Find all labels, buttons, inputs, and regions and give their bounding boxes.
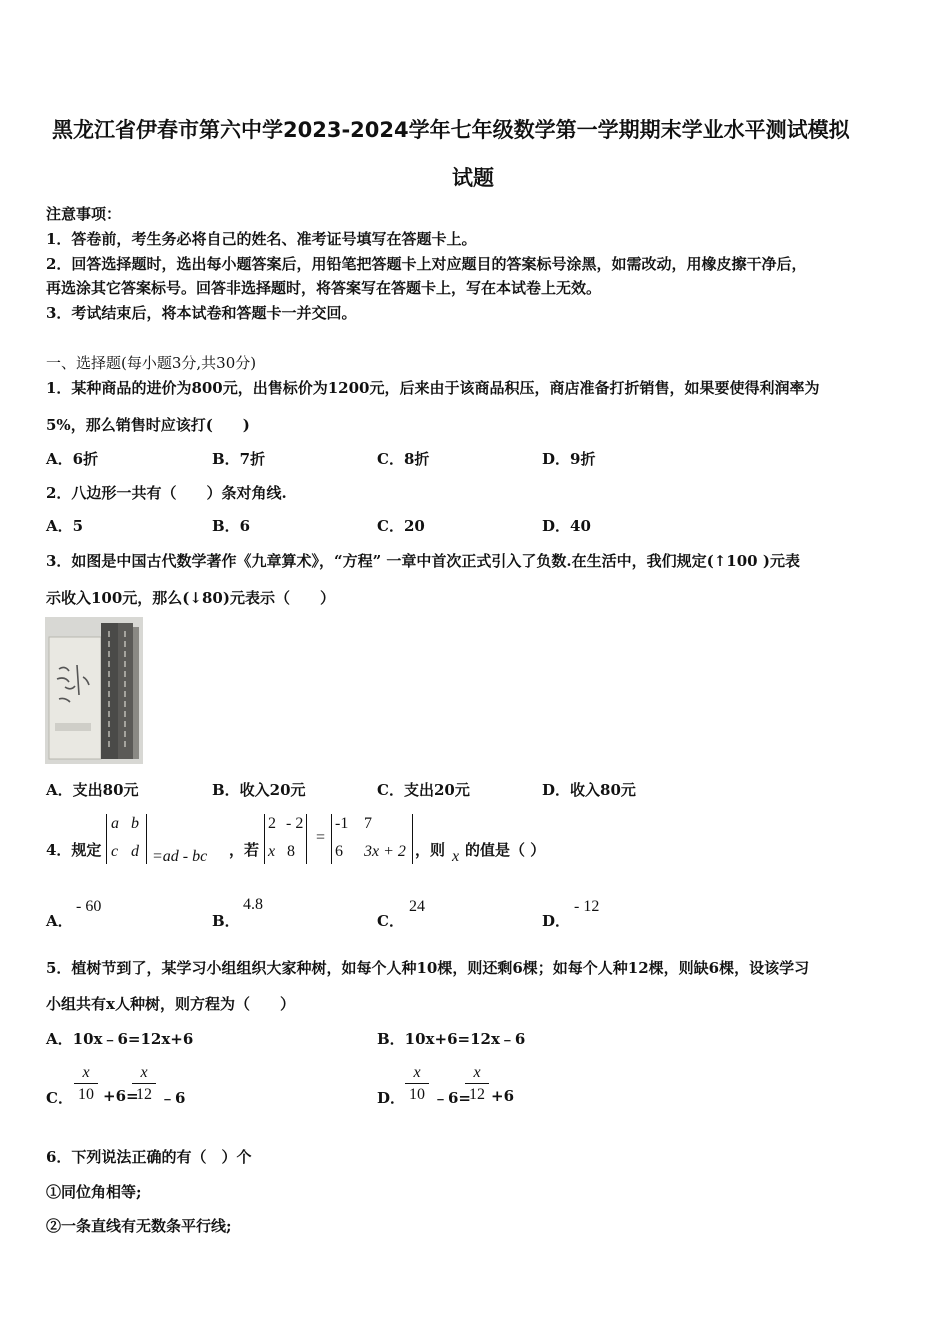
- question-4-suffix1: ，则: [415, 841, 446, 859]
- question-4-mid: ，若: [229, 841, 260, 859]
- q4-option-a-label: A．: [46, 912, 73, 930]
- det3-c: 6: [335, 843, 343, 860]
- question-5-text-cont: 小组共有x人种树，则方程为（ ）: [46, 995, 295, 1013]
- q6-statement: ②一条直线有无数条平行线;: [46, 1217, 232, 1235]
- page-title: 黑龙江省伊春市第六中学2023-2024学年七年级数学第一学期期末学业水平测试模拟: [52, 118, 850, 142]
- q3-option-b: B．收入20元: [212, 781, 306, 799]
- fraction-numerator: x: [413, 1064, 421, 1081]
- q4-option-a-value: - 60: [76, 898, 102, 915]
- notes-item: 1．答卷前，考生务必将自己的姓名、准考证号填写在答题卡上。: [46, 230, 477, 248]
- det3-b: 7: [364, 815, 372, 832]
- question-4-suffix2: 的值是（ ）: [465, 841, 546, 859]
- book-photo: [45, 617, 143, 764]
- fraction-x-over-10: [74, 1064, 98, 1104]
- det2-d: 8: [287, 843, 295, 860]
- question-3-text-cont: 示收入100元，那么(↓80)元表示（ ）: [46, 589, 335, 607]
- det3-d: 3x + 2: [364, 843, 406, 860]
- q1-option-a: A．6折: [46, 450, 99, 468]
- det-bar-left: [264, 814, 265, 864]
- q5-option-a: A．10x﹣6=12x+6: [46, 1030, 194, 1048]
- variable-x: x: [452, 848, 460, 865]
- question-1-text: 1．某种商品的进价为800元，出售标价为1200元，后来由于该商品积压，商店准备打折销售，如果要使得利润率为: [46, 379, 820, 397]
- q4-option-b-value: 4.8: [243, 896, 263, 913]
- q6-statement: ①同位角相等;: [46, 1183, 142, 1201]
- equals-sign: =: [316, 829, 326, 846]
- question-4-prefix: 4．规定: [46, 841, 102, 859]
- det1-b: b: [131, 815, 139, 832]
- det-bar-right: [146, 814, 147, 864]
- notes-item: 3．考试结束后，将本试卷和答题卡一并交回。: [46, 304, 357, 322]
- q4-option-d-label: D．: [542, 912, 571, 930]
- question-3-text: 3．如图是中国古代数学著作《九章算术》，“方程” 一章中首次正式引入了负数.在生活中，我们规定(↑100 )元表: [46, 552, 800, 570]
- notes-item: 再选涂其它答案标号。回答非选择题时，将答案写在答题卡上，写在本试卷上无效。: [46, 279, 602, 297]
- q1-option-c: C．8折: [377, 450, 430, 468]
- det-bar-right: [306, 814, 307, 864]
- fraction-x-over-12: [465, 1064, 489, 1104]
- q5-option-d-tail: +6: [491, 1087, 515, 1105]
- det1-c: c: [111, 843, 119, 860]
- q3-option-d: D．收入80元: [542, 781, 636, 799]
- q2-option-a: A．5: [46, 517, 84, 535]
- det-bar-right: [412, 814, 413, 864]
- question-2-text: 2．八边形一共有（ ）条对角线.: [46, 484, 287, 502]
- notes-item: 2．回答选择题时，选出每小题答案后，用铅笔把答题卡上对应题目的答案标号涂黑，如需改动，用橡皮擦干净后，: [46, 255, 807, 273]
- question-5-text: 5．植树节到了，某学习小组组织大家种树，如每个人种10棵，则还剩6棵；如每个人种12棵，则缺6棵，设该学习: [46, 959, 810, 977]
- q2-option-b: B．6: [212, 517, 251, 535]
- q5-option-d-label: D．: [377, 1089, 406, 1107]
- q5-option-b: B．10x+6=12x﹣6: [377, 1030, 526, 1048]
- det1-a: a: [111, 815, 119, 832]
- q5-option-d-mid: ﹣6=: [433, 1089, 472, 1107]
- q5-option-c-tail: ﹣6: [160, 1089, 186, 1107]
- question-1-text-cont: 5%，那么销售时应该打( ): [46, 416, 250, 434]
- page-title-line2: 试题: [452, 166, 494, 190]
- fraction-numerator: x: [82, 1064, 90, 1081]
- fraction-numerator: x: [473, 1064, 481, 1081]
- q4-option-d-value: - 12: [574, 898, 600, 915]
- det1-d: d: [131, 843, 139, 860]
- q3-option-a: A．支出80元: [46, 781, 139, 799]
- question-6-text: 6．下列说法正确的有（ ）个: [46, 1148, 252, 1166]
- fraction-denominator: 12: [469, 1086, 485, 1103]
- det2-c: x: [268, 843, 276, 860]
- q3-option-c: C．支出20元: [377, 781, 470, 799]
- fraction-numerator: x: [140, 1064, 148, 1081]
- q4-option-c-label: C．: [377, 912, 404, 930]
- q4-option-b-label: B．: [212, 912, 240, 930]
- det2-a: 2: [268, 815, 276, 832]
- q2-option-c: C．20: [377, 517, 425, 535]
- det-bar-left: [106, 814, 107, 864]
- fraction-x-over-12: [132, 1064, 156, 1104]
- det2-b: - 2: [286, 815, 304, 832]
- section-heading: 一、选择题(每小题3分,共30分): [46, 354, 257, 372]
- fraction-denominator: 10: [409, 1086, 425, 1103]
- q1-option-b: B．7折: [212, 450, 266, 468]
- det-rule: =ad - bc: [152, 848, 208, 865]
- q5-option-c-label: C．: [46, 1089, 73, 1107]
- notes-heading: 注意事项：: [46, 205, 122, 223]
- q2-option-d: D．40: [542, 517, 591, 535]
- det-bar-left: [331, 814, 332, 864]
- q5-option-c-mid: +6=: [103, 1087, 139, 1105]
- q1-option-d: D．9折: [542, 450, 596, 468]
- det3-a: -1: [335, 815, 349, 832]
- book-illustration: [45, 617, 143, 764]
- fraction-x-over-10: [405, 1064, 429, 1104]
- fraction-denominator: 12: [136, 1086, 152, 1103]
- q4-option-c-value: 24: [409, 898, 425, 915]
- fraction-denominator: 10: [78, 1086, 94, 1103]
